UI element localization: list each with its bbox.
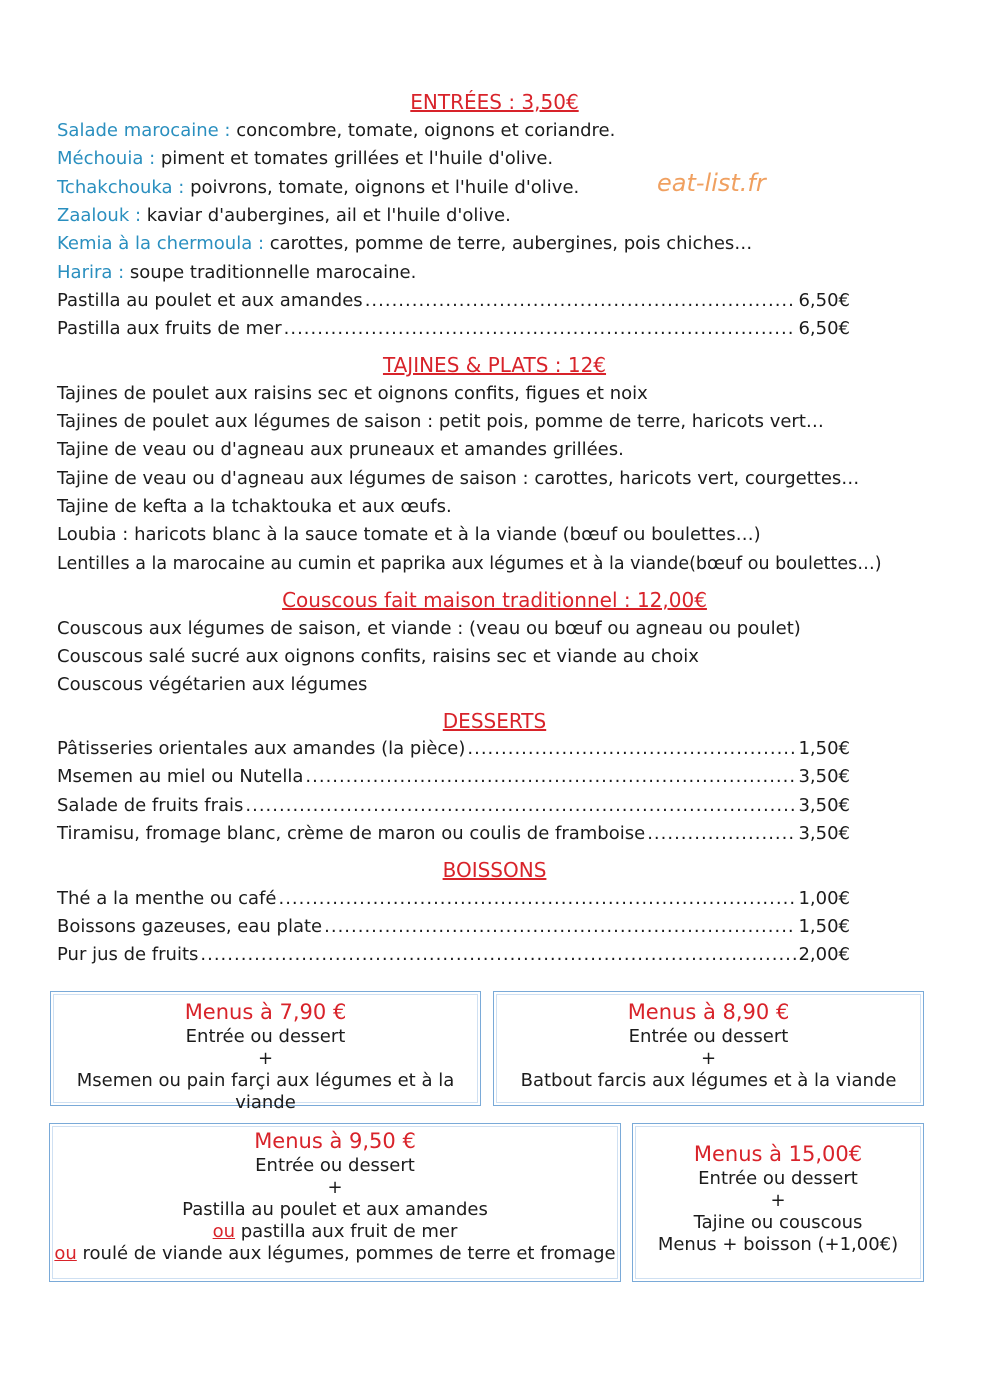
entree-name: Zaalouk : xyxy=(57,205,142,226)
dot-leader xyxy=(200,942,796,968)
tajine-item: Tajine de veau ou d'agneau aux pruneaux et amandes grillées. xyxy=(57,439,624,460)
menu-plus: + xyxy=(700,1048,717,1069)
entrees-heading: ENTRÉES : 3,50€ xyxy=(410,90,579,114)
item-price: 3,50€ xyxy=(798,766,850,787)
entree-name: Kemia à la chermoula : xyxy=(57,233,265,254)
item-price: 6,50€ xyxy=(798,290,850,311)
couscous-item: Couscous végétarien aux légumes xyxy=(57,674,368,695)
entree-item xyxy=(57,231,752,257)
menu-box-1500 xyxy=(632,1123,924,1282)
item-label: Boissons gazeuses, eau plate xyxy=(57,916,323,937)
dot-leader xyxy=(324,914,796,940)
menu-box-950 xyxy=(49,1123,621,1282)
item-label: Msemen au miel ou Nutella xyxy=(57,766,304,787)
priced-item xyxy=(57,288,850,314)
entree-item xyxy=(57,118,615,144)
menu-line xyxy=(50,1243,620,1265)
menu-plus: + xyxy=(257,1048,274,1069)
menu-title: Menus à 15,00€ xyxy=(693,1142,863,1166)
couscous-item: Couscous aux légumes de saison, et viande : (veau ou bœuf ou agneau ou poulet) xyxy=(57,618,801,639)
priced-item xyxy=(57,942,850,968)
entree-name: Tchakchouka : xyxy=(57,177,185,198)
entree-name: Méchouia : xyxy=(57,148,156,169)
tajines-heading: TAJINES & PLATS : 12€ xyxy=(382,353,607,377)
menu-title: Menus à 9,50 € xyxy=(254,1129,416,1153)
entree-item xyxy=(57,260,416,286)
menu-line: Entrée ou dessert xyxy=(628,1026,789,1047)
menu-line xyxy=(50,1221,620,1243)
entree-desc: soupe traditionnelle marocaine. xyxy=(124,262,417,283)
menu-line: Entrée ou dessert xyxy=(255,1155,415,1176)
entree-desc: piment et tomates grillées et l'huile d'olive. xyxy=(155,148,554,169)
dot-leader xyxy=(278,886,796,912)
item-price: 1,50€ xyxy=(798,738,850,759)
item-price: 3,50€ xyxy=(798,823,850,844)
couscous-item: Couscous salé sucré aux oignons confits, raisins sec et viande au choix xyxy=(57,646,699,667)
tajine-item: Loubia : haricots blanc à la sauce tomate et à la viande (bœuf ou boulettes…) xyxy=(57,524,761,545)
menu-line: Batbout farcis aux légumes et à la viande xyxy=(520,1070,897,1091)
menu-line: Msemen ou pain farçi aux légumes et à la viande xyxy=(76,1070,455,1113)
item-label: Pastilla au poulet et aux amandes xyxy=(57,290,363,311)
menu-line: Pastilla au poulet et aux amandes xyxy=(182,1199,488,1220)
or-label: ou xyxy=(212,1221,236,1242)
priced-item xyxy=(57,914,850,940)
item-price: 1,50€ xyxy=(798,916,850,937)
menu-title: Menus à 8,90 € xyxy=(627,1000,790,1024)
watermark: eat-list.fr xyxy=(657,169,766,197)
dot-leader xyxy=(467,736,796,762)
menu-option: roulé de viande aux légumes, pommes de terre et fromage xyxy=(76,1243,616,1264)
item-label: Tiramisu, fromage blanc, crème de maron ou coulis de framboise xyxy=(57,823,646,844)
menu-plus: + xyxy=(770,1190,786,1211)
entree-name: Harira : xyxy=(57,262,125,283)
entree-desc: poivrons, tomate, oignons et l'huile d'olive. xyxy=(184,177,580,198)
item-label: Salade de fruits frais xyxy=(57,795,244,816)
priced-item xyxy=(57,886,850,912)
dot-leader xyxy=(284,316,797,342)
entree-name: Salade marocaine : xyxy=(57,120,231,141)
priced-item xyxy=(57,736,850,762)
entree-desc: kaviar d'aubergines, ail et l'huile d'olive. xyxy=(141,205,511,226)
menu-plus: + xyxy=(327,1177,343,1198)
menu-option: pastilla aux fruit de mer xyxy=(235,1221,458,1242)
priced-item xyxy=(57,316,850,342)
menu-title: Menus à 7,90 € xyxy=(184,1000,347,1024)
item-price: 3,50€ xyxy=(798,795,850,816)
item-price: 2,00€ xyxy=(798,944,850,965)
item-price: 1,00€ xyxy=(798,888,850,909)
entree-item xyxy=(57,203,511,229)
dot-leader xyxy=(305,764,796,790)
item-label: Thé a la menthe ou café xyxy=(57,888,277,909)
menu-box-790 xyxy=(50,991,481,1113)
tajine-item: Tajine de veau ou d'agneau aux légumes de saison : carottes, haricots vert, courgettes… xyxy=(57,468,860,489)
menu-box-890 xyxy=(493,991,924,1106)
menu-line: Menus + boisson (+1,00€) xyxy=(657,1234,899,1255)
entree-desc: concombre, tomate, oignons et coriandre. xyxy=(230,120,616,141)
menu-line: Tajine ou couscous xyxy=(693,1212,863,1233)
priced-item xyxy=(57,764,850,790)
priced-item xyxy=(57,793,850,819)
item-label: Pastilla aux fruits de mer xyxy=(57,318,282,339)
entree-item xyxy=(57,146,553,172)
dot-leader xyxy=(365,288,797,314)
entree-desc: carottes, pomme de terre, aubergines, pois chiches… xyxy=(264,233,753,254)
item-price: 6,50€ xyxy=(798,318,850,339)
dot-leader xyxy=(647,821,796,847)
tajine-item: Tajines de poulet aux légumes de saison : petit pois, pomme de terre, haricots vert… xyxy=(57,411,824,432)
boissons-heading: BOISSONS xyxy=(442,858,547,882)
couscous-heading: Couscous fait maison traditionnel : 12,00€ xyxy=(282,588,707,612)
menu-line: Entrée ou dessert xyxy=(698,1168,858,1189)
tajine-item: Tajine de kefta a la tchaktouka et aux œufs. xyxy=(57,496,452,517)
priced-item xyxy=(57,821,850,847)
menu-line: Entrée ou dessert xyxy=(185,1026,346,1047)
dot-leader xyxy=(245,793,796,819)
entree-item xyxy=(57,175,579,201)
item-label: Pâtisseries orientales aux amandes (la pièce) xyxy=(57,738,466,759)
tajine-item: Lentilles a la marocaine au cumin et paprika aux légumes et à la viande(bœuf ou boulettes…) xyxy=(57,554,882,574)
desserts-heading: DESSERTS xyxy=(442,709,547,733)
item-label: Pur jus de fruits xyxy=(57,944,199,965)
tajine-item: Tajines de poulet aux raisins sec et oignons confits, figues et noix xyxy=(57,383,648,404)
or-label: ou xyxy=(54,1243,77,1264)
